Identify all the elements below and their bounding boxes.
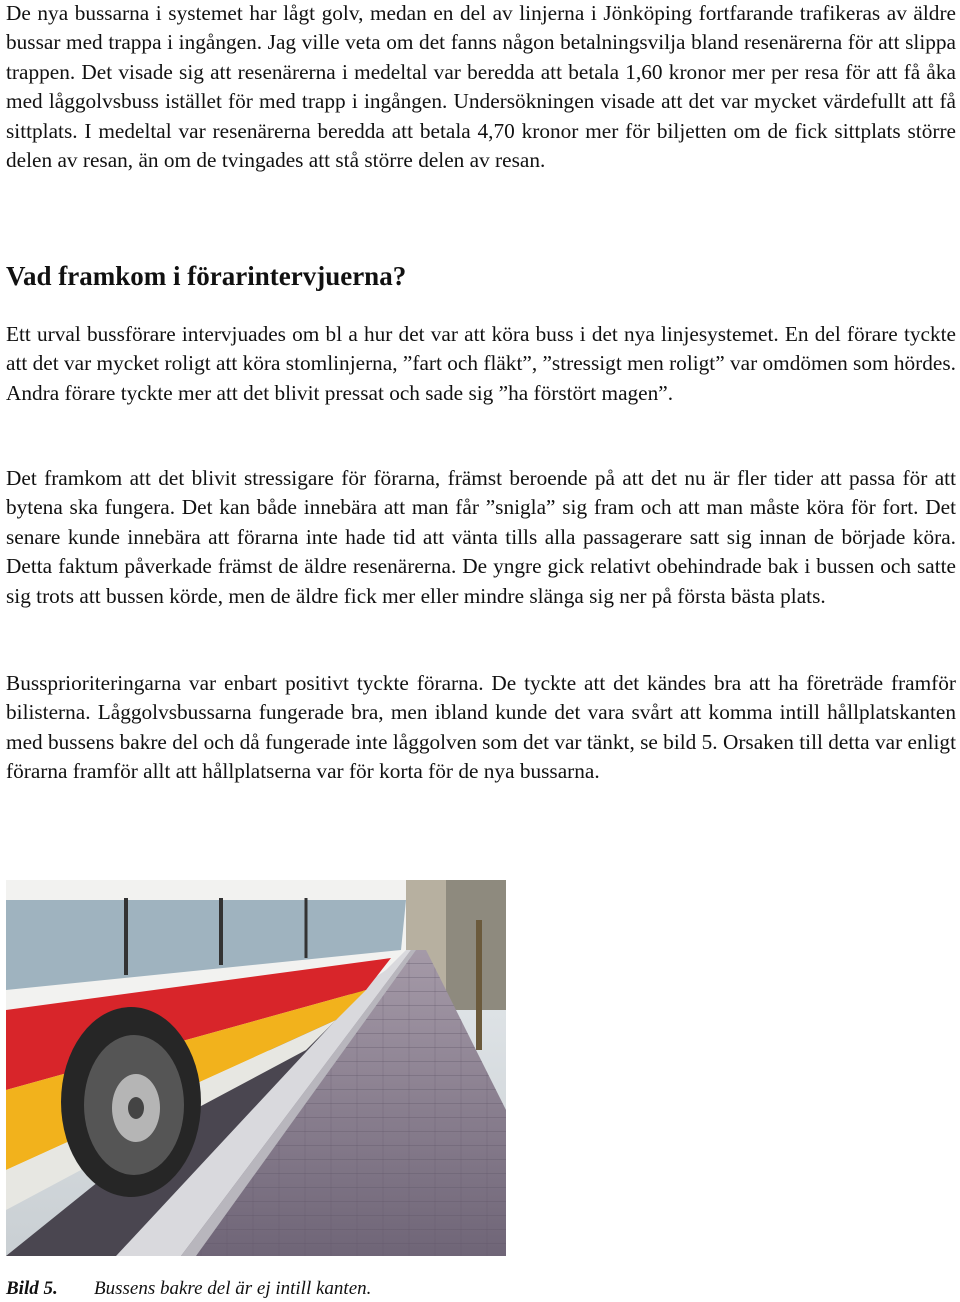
figure-caption [6,1277,371,1301]
paragraph-driver-stress: Det framkom att det blivit stressigare för förarna, främst beroende på att det nu är fler tider att passa för att bytena ska fungera. Det kan både innebära att man får ”snigla” sig fram och att man måste köra för fort. Det senare kunde innebära att förarna inte hade tid att vänta tills alla passagerare satt sig innan de började köra. Detta faktum påverkade främst de äldre resenärerna. De yngre gick relativt obehindrade bak i bussen och satte sig trots att bussen körde, men de äldre fick mer eller mindre slänga sig ner på första bästa plats. [6,466,956,608]
figure-caption-text: Bussens bakre del är ej intill kanten. [94,1278,372,1299]
paragraph-willingness-to-pay: De nya bussarna i systemet har lågt golv, medan en del av linjerna i Jönköping fortfarande trafikeras av äldre bussar med trappa i ingången. Jag ville veta om det fanns någon betalningsvilja bland resenärerna för att slippa trappen. Det visade sig att resenärerna i medeltal var beredda att betala 1,60 kronor mer per resa för att få åka med låggolvsbuss istället för med trapp i ingången. Undersökningen visade att det var mycket värdefullt att få sittplats. I medeltal var resenärerna beredda att betala 4,70 kronor mer för biljetten om de fick sittplats större delen av resan, än om de tvingades att stå större delen av resan. [6,1,956,173]
section-heading: Vad framkom i förarintervjuerna? [6,261,407,291]
paragraph-driver-interviews: Ett urval bussförare intervjuades om bl a hur det var att köra buss i det nya linjesystemet. En del förare tyckte att det var mycket roligt att köra stomlinjerna, ”fart och fläkt”, ”stressigt men roligt” var omdömen som hördes. Andra förare tyckte mer att det blivit pressat och sade sig ”ha förstört magen”. [6,322,956,405]
paragraph-bus-priority: Bussprioriteringarna var enbart positivt tyckte förarna. De tyckte att det kändes bra att ha företräde framför bilisterna. Låggolvsbussarna fungerade bra, men ibland kunde det vara svårt att komma intill hållplatskanten med bussens bakre del och då fungerade inte låggolven som det var tänkt, se bild 5. Orsaken till detta var enligt förarna framför allt att hållplatserna var för korta för de nya bussarna. [6,671,956,784]
bus-stop-photo [6,880,506,1256]
figure-label: Bild 5. [6,1278,58,1299]
